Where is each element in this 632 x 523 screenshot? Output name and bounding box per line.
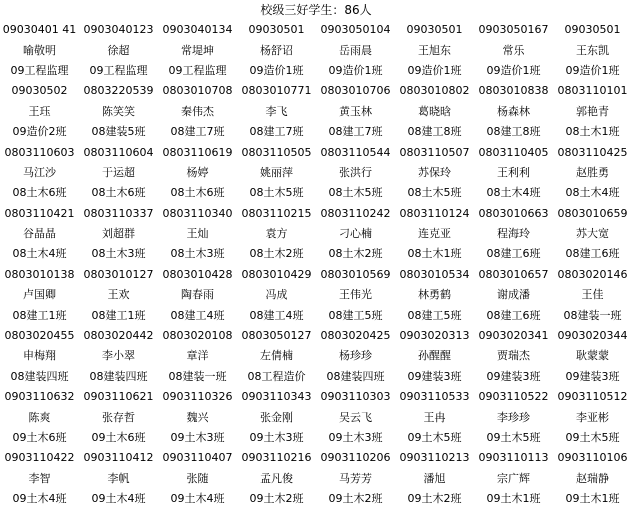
student-name-cell: 杨婷 [186,165,209,179]
student-id-cell: 0803220539 [83,84,154,98]
student-id-cell: 0903110303 [320,390,391,404]
student-id-cell: 0803110505 [241,145,312,159]
class-name-cell: 08建工7班 [249,125,304,139]
student-name-cell: 卢国卿 [23,288,56,302]
student-name-cell: 耿蒙蒙 [576,349,609,363]
class-name-cell: 08土木5班 [328,186,383,200]
student-name-cell: 马芳芳 [339,471,372,485]
table-row [0,244,632,264]
class-name-cell: 08土木4班 [565,186,620,200]
table-row [0,285,632,305]
class-name-cell: 09建装3班 [565,369,620,383]
student-name-cell: 杨珍珍 [339,349,372,363]
student-id-cell: 0903040134 [162,23,233,37]
student-name-cell: 陈笑笑 [102,104,135,118]
student-name-cell: 岳雨晨 [339,43,372,57]
class-name-cell: 08土木6班 [91,186,146,200]
page-title: 校级三好学生：86人 [260,3,372,17]
class-name-cell: 08建装5班 [91,125,146,139]
student-name-cell: 王东凯 [576,43,609,57]
student-name-cell: 贾瑞杰 [497,349,530,363]
student-id-cell: 0903110412 [83,451,154,465]
student-list-table [0,20,632,509]
class-name-cell: 08建装一班 [168,369,227,383]
student-name-cell: 王旭东 [418,43,451,57]
table-row [0,204,632,224]
class-name-cell: 08工程造价 [247,369,306,383]
table-row [0,163,632,183]
class-name-cell: 09土木3班 [249,431,304,444]
student-id-cell: 0903020344 [557,329,628,343]
student-name-cell: 李飞 [265,104,288,118]
student-id-cell: 09030501 [406,23,463,37]
class-name-cell: 08土木1班 [565,125,620,139]
student-id-cell: 0903110422 [4,451,75,465]
class-name-cell: 08建工4班 [249,308,304,322]
class-name-cell: 09土木3班 [170,431,225,444]
student-name-cell: 张随 [186,471,209,485]
student-id-cell: 0803110619 [162,145,233,159]
student-id-cell: 0803010138 [4,267,75,281]
class-name-cell: 09土木4班 [170,492,225,506]
class-name-cell: 08建工6班 [565,247,620,261]
class-name-cell: 09土木1班 [486,492,541,506]
student-name-cell: 陶春雨 [181,288,214,302]
class-name-cell: 09土木6班 [12,431,67,444]
table-row [0,346,632,366]
class-name-cell: 09土木1班 [565,492,620,506]
table-row [0,183,632,203]
student-id-cell: 0803110340 [162,206,233,220]
student-id-cell: 0903050104 [320,23,391,37]
student-name-cell: 王利利 [497,165,530,179]
student-name-cell: 孟凡俊 [260,471,293,485]
student-id-cell: 0903110533 [399,390,470,404]
class-name-cell: 08建工7班 [328,125,383,139]
class-name-cell: 09造价1班 [565,63,620,77]
student-id-cell: 0803010663 [478,206,549,220]
student-name-cell: 王珏 [28,104,51,118]
table-row [0,102,632,122]
student-name-cell: 孙醒醒 [418,349,451,363]
student-id-cell: 0803110124 [399,206,470,220]
class-name-cell: 09造价1班 [328,63,383,77]
student-id-cell: 0903110522 [478,390,549,404]
student-id-cell: 0903110206 [320,451,391,465]
class-name-cell: 09土木4班 [91,492,146,506]
student-name-cell: 刘超群 [102,227,135,241]
table-row [0,122,632,142]
student-id-cell: 0803110337 [83,206,154,220]
class-name-cell: 08土木5班 [407,186,462,200]
student-id-cell: 0803050127 [241,329,312,343]
student-id-cell: 0803010657 [478,267,549,281]
student-id-cell: 0903110213 [399,451,470,465]
table-row [0,469,632,489]
student-name-cell: 袁方 [265,227,288,241]
student-id-cell: 0803010708 [162,84,233,98]
table-row [0,20,632,40]
class-name-cell: 08土木1班 [407,247,462,261]
student-name-cell: 常乐 [502,43,525,57]
student-name-cell: 刁心楠 [339,227,372,241]
student-id-cell: 0903110106 [557,451,628,465]
class-name-cell: 09建装3班 [486,369,541,383]
student-id-cell: 0903110113 [478,451,549,465]
class-name-cell: 09造价2班 [12,125,67,139]
student-name-cell: 马江沙 [23,165,56,179]
student-id-cell: 0903020341 [478,329,549,343]
class-name-cell: 08土木6班 [12,186,67,200]
student-name-cell: 杨森林 [497,104,530,118]
student-id-cell: 0803110544 [320,145,391,159]
student-id-cell: 0803010838 [478,84,549,98]
class-name-cell: 08建工8班 [486,125,541,139]
class-name-cell: 09造价1班 [486,63,541,77]
student-id-cell: 0803110242 [320,206,391,220]
class-name-cell: 09工程监理 [168,63,227,77]
student-id-cell: 0903110216 [241,451,312,465]
student-name-cell: 王冉 [423,410,446,424]
student-name-cell: 苏大宽 [576,227,609,241]
class-name-cell: 09工程监理 [89,63,148,77]
student-name-cell: 程海玲 [497,227,530,241]
class-name-cell: 09土木2班 [407,492,462,506]
student-name-cell: 李亚彬 [576,410,609,424]
class-name-cell: 09土木5班 [407,431,462,444]
class-name-cell: 08土木5班 [249,186,304,200]
student-id-cell: 0803110405 [478,145,549,159]
student-list-body [0,20,632,509]
student-id-cell: 0803010127 [83,267,154,281]
student-id-cell: 0903110512 [557,390,628,404]
student-name-cell: 冯成 [265,288,288,302]
student-id-cell: 0903110326 [162,390,233,404]
class-name-cell: 08建工8班 [407,125,462,139]
student-id-cell: 09030501 [248,23,305,37]
student-name-cell: 赵瑞静 [576,471,609,485]
class-name-cell: 09造价1班 [407,63,462,77]
class-name-cell: 08土木3班 [170,247,225,261]
student-name-cell: 李智 [28,471,51,485]
student-name-cell: 左倩楠 [260,349,293,363]
table-row [0,224,632,244]
student-name-cell: 申梅翔 [23,349,56,363]
student-id-cell: 0803010659 [557,206,628,220]
student-name-cell: 谢成潘 [497,288,530,302]
class-name-cell: 08建工7班 [170,125,225,139]
class-name-cell: 09土木5班 [486,431,541,444]
student-name-cell: 王伟光 [339,288,372,302]
student-name-cell: 李小翠 [102,349,135,363]
table-row [0,387,632,407]
student-name-cell: 秦伟杰 [181,104,214,118]
student-id-cell: 0903040123 [83,23,154,37]
student-name-cell: 喻敬明 [23,43,56,57]
table-row [0,265,632,285]
class-name-cell: 08土木3班 [91,247,146,261]
class-name-cell: 08土木4班 [12,247,67,261]
student-name-cell: 吴云飞 [339,410,372,424]
student-name-cell: 常堤坤 [181,43,214,57]
student-id-cell: 0803110421 [4,206,75,220]
student-name-cell: 章洋 [186,349,209,363]
student-id-cell: 0903110621 [83,390,154,404]
student-id-cell: 0803010771 [241,84,312,98]
student-name-cell: 张金刚 [260,410,293,424]
table-row [0,407,632,427]
class-name-cell: 08土木6班 [170,186,225,200]
student-name-cell: 杨舒诏 [260,43,293,57]
student-id-cell: 09030501 [564,23,621,37]
class-name-cell: 09土木2班 [328,492,383,506]
table-row [0,40,632,60]
class-name-cell: 09工程监理 [10,63,69,77]
table-row [0,489,632,509]
student-name-cell: 宗广辉 [497,471,530,485]
class-name-cell: 09建装3班 [407,369,462,383]
student-name-cell: 苏保玲 [418,165,451,179]
class-name-cell: 09土木2班 [249,492,304,506]
student-id-cell: 0903110343 [241,390,312,404]
student-name-cell: 赵胜勇 [576,165,609,179]
student-id-cell: 0903110632 [4,390,75,404]
student-id-cell: 0903110407 [162,451,233,465]
student-name-cell: 陈爽 [28,410,51,424]
student-name-cell: 林勇鹤 [418,288,451,302]
class-name-cell: 08建装四班 [89,369,148,383]
class-name-cell: 08土木4班 [486,186,541,200]
class-name-cell: 08建工4班 [170,308,225,322]
student-name-cell: 张洪行 [339,165,372,179]
class-name-cell: 08建工6班 [486,308,541,322]
student-id-cell: 0803110603 [4,145,75,159]
class-name-cell: 09土木4班 [12,492,67,506]
class-name-cell: 08土木2班 [249,247,304,261]
student-id-cell: 0803020442 [83,329,154,343]
class-name-cell: 08建装四班 [10,369,69,383]
student-id-cell: 09030401 41 [2,23,77,37]
class-name-cell: 09造价1班 [249,63,304,77]
class-name-cell: 08土木2班 [328,247,383,261]
student-name-cell: 于运超 [102,165,135,179]
class-name-cell: 09土木3班 [328,431,383,444]
student-id-cell: 0803020108 [162,329,233,343]
student-name-cell: 姚丽萍 [260,165,293,179]
student-name-cell: 葛晓晗 [418,104,451,118]
student-id-cell: 0803010429 [241,267,312,281]
student-name-cell: 魏兴 [186,410,209,424]
student-id-cell: 0803010706 [320,84,391,98]
student-name-cell: 连克亚 [418,227,451,241]
student-id-cell: 0803010569 [320,267,391,281]
student-id-cell: 0803020425 [320,329,391,343]
class-name-cell: 09土木6班 [91,431,146,444]
student-id-cell: 0803110101 [557,84,628,98]
student-name-cell: 郭艳青 [576,104,609,118]
class-name-cell: 08建工1班 [91,308,146,322]
student-name-cell: 王欢 [107,288,130,302]
student-id-cell: 09030502 [11,84,68,98]
student-name-cell: 徐超 [107,43,130,57]
table-row [0,326,632,346]
student-id-cell: 0803110215 [241,206,312,220]
class-name-cell: 08建工5班 [407,308,462,322]
student-id-cell: 0803110425 [557,145,628,159]
table-row [0,142,632,162]
table-row [0,305,632,325]
table-row [0,428,632,448]
student-id-cell: 0903020313 [399,329,470,343]
table-row [0,81,632,101]
class-name-cell: 08建装四班 [326,369,385,383]
student-id-cell: 0803020455 [4,329,75,343]
student-name-cell: 王灿 [186,227,209,241]
class-name-cell: 08建工5班 [328,308,383,322]
class-name-cell: 08建工1班 [12,308,67,322]
student-name-cell: 李珍珍 [497,410,530,424]
student-id-cell: 0803110604 [83,145,154,159]
student-id-cell: 0803020146 [557,267,628,281]
table-row [0,448,632,468]
student-id-cell: 0803010428 [162,267,233,281]
class-name-cell: 08建工6班 [486,247,541,261]
class-name-cell: 09土木5班 [565,431,620,444]
student-name-cell: 张存哲 [102,410,135,424]
class-name-cell: 08建装一班 [563,308,622,322]
table-row [0,367,632,387]
student-name-cell: 谷晶晶 [23,227,56,241]
student-id-cell: 0803010802 [399,84,470,98]
student-name-cell: 黄玉林 [339,104,372,118]
student-id-cell: 0803010534 [399,267,470,281]
student-name-cell: 王佳 [581,288,604,302]
student-name-cell: 李帆 [107,471,130,485]
student-name-cell: 潘旭 [423,471,446,485]
student-id-cell: 0903050167 [478,23,549,37]
table-row [0,61,632,81]
student-id-cell: 0803110507 [399,145,470,159]
